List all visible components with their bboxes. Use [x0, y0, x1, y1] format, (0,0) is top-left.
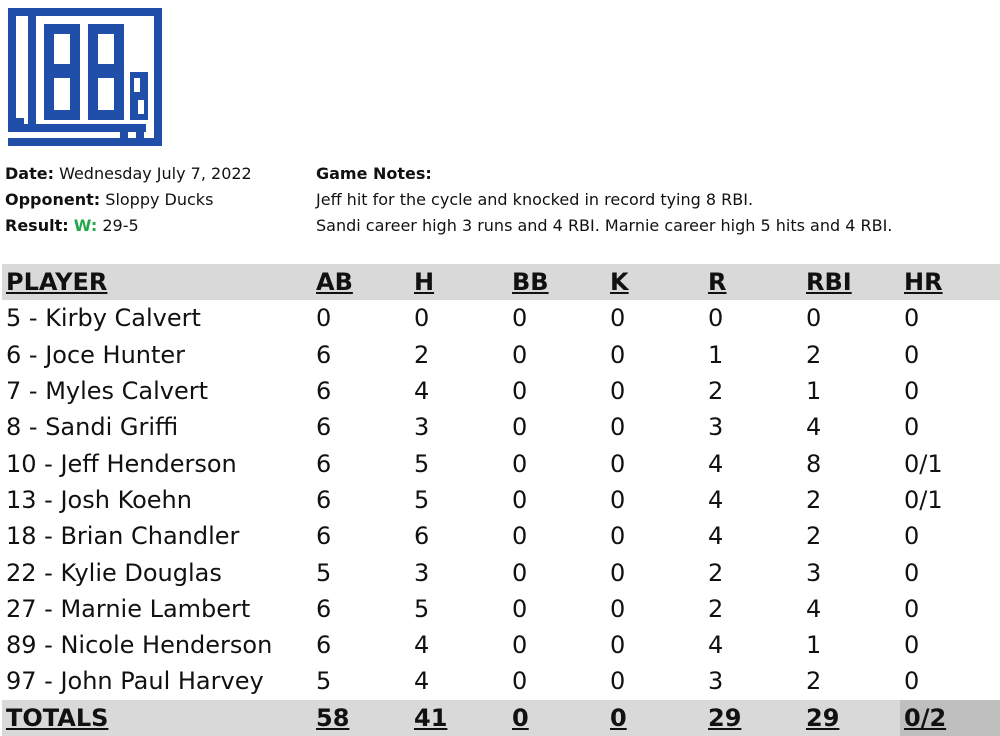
- stat-cell: 6: [316, 594, 332, 623]
- stat-cell: 0: [512, 522, 528, 551]
- stat-cell: 2: [708, 594, 724, 623]
- stat-cell: 0/1: [904, 485, 943, 514]
- stat-cell: 6: [316, 377, 332, 406]
- stat-cell: 3: [708, 413, 724, 442]
- opponent-line: Opponent: Sloppy Ducks: [5, 190, 214, 209]
- stat-cell: 2: [806, 485, 822, 514]
- player-row: [2, 663, 1000, 699]
- stat-cell: 6: [316, 340, 332, 369]
- stat-cell: 4: [414, 377, 430, 406]
- stat-cell: 0: [512, 449, 528, 478]
- game-info: [5, 161, 252, 239]
- stat-cell: 0: [610, 558, 626, 587]
- stat-cell: 6: [316, 522, 332, 551]
- stat-cell: 6: [316, 485, 332, 514]
- stat-cell: 0: [610, 485, 626, 514]
- stat-cell: 0: [904, 594, 920, 623]
- stat-cell: 3: [806, 558, 822, 587]
- stat-cell: 6: [316, 413, 332, 442]
- stat-cell: 0: [904, 522, 920, 551]
- stat-cell: 0: [512, 340, 528, 369]
- stat-cell: 0: [610, 340, 626, 369]
- stat-cell: 4: [806, 413, 822, 442]
- player-name-cell: 18 - Brian Chandler: [6, 522, 240, 551]
- stat-cell: 4: [414, 631, 430, 660]
- column-header: PLAYER: [6, 268, 108, 297]
- stat-cell: 2: [414, 340, 430, 369]
- stat-cell: 0: [904, 377, 920, 406]
- result-line: Result: W: 29-5: [5, 216, 139, 235]
- game-notes-heading: Game Notes:: [316, 164, 432, 183]
- stat-cell: 1: [806, 377, 822, 406]
- stat-cell: 0: [512, 667, 528, 696]
- stat-cell: 4: [708, 631, 724, 660]
- stat-cell: 5: [414, 594, 430, 623]
- stat-cell: 2: [806, 340, 822, 369]
- player-name-cell: 5 - Kirby Calvert: [6, 304, 201, 333]
- column-header: R: [708, 268, 727, 297]
- stat-cell: 4: [708, 485, 724, 514]
- player-row: [2, 627, 1000, 663]
- column-header: AB: [316, 268, 353, 297]
- player-name-cell: 8 - Sandi Griffi: [6, 413, 179, 442]
- totals-row: [2, 700, 1000, 736]
- column-header: BB: [512, 268, 549, 297]
- column-header: H: [414, 268, 435, 297]
- player-row: [2, 591, 1000, 627]
- stat-cell: 3: [414, 558, 430, 587]
- stat-cell: 5: [316, 667, 332, 696]
- player-name-cell: 22 - Kylie Douglas: [6, 558, 222, 587]
- stat-cell: 0: [610, 631, 626, 660]
- stat-cell: 0: [806, 304, 822, 333]
- stat-cell: 0: [610, 413, 626, 442]
- stat-cell: 0: [512, 377, 528, 406]
- stat-cell: 0: [610, 522, 626, 551]
- player-row: [2, 300, 1000, 336]
- stat-cell: 4: [708, 449, 724, 478]
- stat-cell: 6: [316, 631, 332, 660]
- stat-cell: 0: [610, 377, 626, 406]
- stat-cell: 0: [512, 631, 528, 660]
- stat-cell: 1: [806, 631, 822, 660]
- stat-cell: 0: [512, 413, 528, 442]
- stat-cell: 0: [904, 304, 920, 333]
- stat-cell: 4: [414, 667, 430, 696]
- column-header: RBI: [806, 268, 852, 297]
- player-name-cell: 7 - Myles Calvert: [6, 377, 209, 406]
- player-name-cell: 97 - John Paul Harvey: [6, 667, 264, 696]
- stat-cell: 2: [708, 377, 724, 406]
- totals-cell: TOTALS: [6, 703, 109, 732]
- date-value: Wednesday July 7, 2022: [59, 164, 252, 183]
- player-row: [2, 445, 1000, 481]
- stat-cell: 2: [806, 667, 822, 696]
- totals-cell: 29: [708, 703, 742, 732]
- player-name-cell: 27 - Marnie Lambert: [6, 594, 251, 623]
- game-note: Jeff hit for the cycle and knocked in record tying 8 RBI.: [316, 190, 754, 209]
- stat-cell: 5: [414, 485, 430, 514]
- stat-cell: 0: [904, 631, 920, 660]
- stat-cell: 3: [414, 413, 430, 442]
- stat-cell: 3: [708, 667, 724, 696]
- result-outcome: W:: [73, 216, 98, 235]
- player-name-cell: 6 - Joce Hunter: [6, 340, 186, 369]
- player-name-cell: 89 - Nicole Henderson: [6, 631, 273, 660]
- team-logo-88s-graphic: [8, 8, 162, 146]
- player-row: [2, 337, 1000, 373]
- player-name-cell: 10 - Jeff Henderson: [6, 449, 237, 478]
- stat-cell: 0: [610, 594, 626, 623]
- stat-cell: 2: [708, 558, 724, 587]
- stat-cell: 0: [414, 304, 430, 333]
- column-header: K: [610, 268, 629, 297]
- stat-cell: 0: [904, 558, 920, 587]
- box-score-table: [2, 264, 1000, 736]
- totals-cell: 0: [610, 703, 627, 732]
- header-row: [2, 264, 1000, 300]
- stat-cell: 4: [708, 522, 724, 551]
- totals-cell: 29: [806, 703, 840, 732]
- stat-cell: 0: [610, 667, 626, 696]
- totals-cell: 58: [316, 703, 350, 732]
- stat-cell: 1: [708, 340, 724, 369]
- player-row: [2, 554, 1000, 590]
- game-note: Sandi career high 3 runs and 4 RBI. Marnie career high 5 hits and 4 RBI.: [316, 216, 893, 235]
- stat-cell: 8: [806, 449, 822, 478]
- stat-cell: 0: [512, 558, 528, 587]
- stat-cell: 0: [512, 485, 528, 514]
- stat-cell: 0: [610, 449, 626, 478]
- player-name-cell: 13 - Josh Koehn: [6, 485, 192, 514]
- totals-cell: 41: [414, 703, 448, 732]
- date-line: Date: Wednesday July 7, 2022: [5, 164, 252, 183]
- player-row: [2, 482, 1000, 518]
- stat-cell: 0: [512, 304, 528, 333]
- totals-cell: 0: [512, 703, 529, 732]
- player-row: [2, 409, 1000, 445]
- player-row: [2, 518, 1000, 554]
- stat-cell: 5: [316, 558, 332, 587]
- column-header: HR: [904, 268, 943, 297]
- totals-cell: 0/2: [900, 700, 1000, 736]
- result-score: 29-5: [102, 216, 139, 235]
- player-row: [2, 373, 1000, 409]
- stat-cell: 0: [610, 304, 626, 333]
- stat-cell: 5: [414, 449, 430, 478]
- stat-cell: 0/1: [904, 449, 943, 478]
- stat-cell: 0: [904, 340, 920, 369]
- stat-cell: 0: [512, 594, 528, 623]
- team-logo: [8, 8, 162, 146]
- stat-cell: 4: [806, 594, 822, 623]
- opponent-value: Sloppy Ducks: [105, 190, 214, 209]
- stat-cell: 0: [708, 304, 724, 333]
- stat-cell: 6: [316, 449, 332, 478]
- stat-cell: 2: [806, 522, 822, 551]
- stat-cell: 0: [316, 304, 332, 333]
- stat-cell: 6: [414, 522, 430, 551]
- stat-cell: 0: [904, 667, 920, 696]
- stat-cell: 0: [904, 413, 920, 442]
- game-notes: [316, 161, 892, 239]
